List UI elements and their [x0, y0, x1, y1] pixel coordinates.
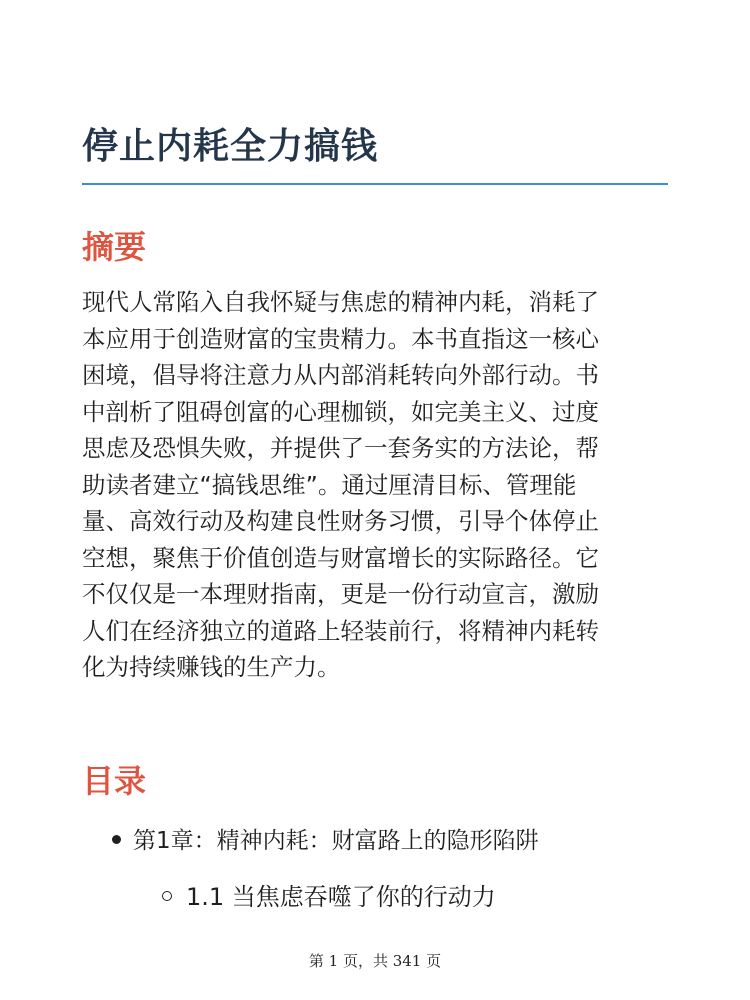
title-divider: [82, 183, 668, 185]
toc-section-label: 1.1 当焦虑吞噬了你的行动力: [186, 883, 496, 911]
abstract-line: 化为持续赚钱的生产力。: [82, 653, 341, 681]
abstract-line: 现代人常陷入自我怀疑与焦虑的精神内耗，消耗了: [82, 288, 599, 316]
toc-section-item[interactable]: [162, 877, 496, 912]
abstract-line: 助读者建立“搞钱思维”。通过厘清目标、管理能: [82, 470, 577, 499]
bullet-circle-icon: [162, 891, 172, 901]
abstract-paragraph: [82, 284, 672, 686]
abstract-line: 空想，聚焦于价值创造与财富增长的实际路径。它: [82, 543, 599, 572]
abstract-line: 本应用于创造财富的宝贵精力。本书直指这一核心: [82, 324, 599, 353]
abstract-line: 不仅仅是一本理财指南，更是一份行动宣言，激励: [82, 580, 599, 608]
toc-chapter-label: 第1章：精神内耗：财富路上的隐形陷阱: [133, 828, 539, 854]
abstract-heading: 摘要: [82, 228, 147, 266]
toc-chapter-item[interactable]: [112, 822, 539, 855]
page-number: 第 1 页，共 341 页: [308, 952, 442, 970]
abstract-line: 量、高效行动及构建良性财务习惯，引导个体停止: [82, 507, 599, 535]
document-title: 停止内耗全力搞钱: [82, 126, 379, 167]
toc-heading: 目录: [82, 762, 147, 800]
abstract-line: 思虑及恐惧失败，并提供了一套务实的方法论，帮: [82, 434, 599, 462]
abstract-line: 人们在经济独立的道路上轻装前行，将精神内耗转: [82, 616, 599, 645]
abstract-line: 困境，倡导将注意力从内部消耗转向外部行动。书: [82, 361, 599, 389]
bullet-disc-icon: [112, 835, 121, 844]
abstract-line: 中剖析了阻碍创富的心理枷锁，如完美主义、过度: [82, 397, 599, 426]
